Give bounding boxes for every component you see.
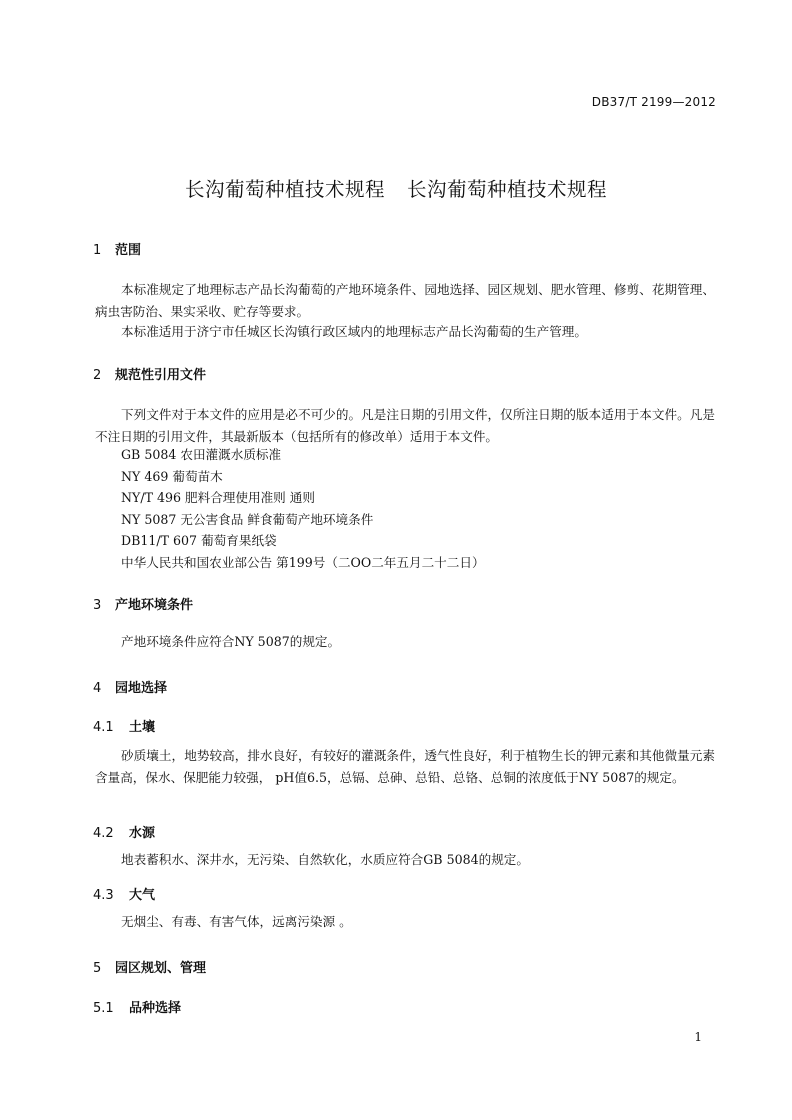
reference-item: NY/T 496 肥料合理使用准则 通则 xyxy=(121,490,315,505)
reference-item: 中华人民共和国农业部公告 第199号（二OO二年五月二十二日） xyxy=(121,555,485,570)
section-number: 3 xyxy=(93,598,102,613)
reference-item: GB 5084 农田灌溉水质标准 xyxy=(121,447,282,462)
subsection-number: 4.2 xyxy=(93,826,114,841)
section-number: 2 xyxy=(93,368,102,383)
paragraph: 无烟尘、有毒、有害气体，远离污染源 。 xyxy=(121,914,352,929)
subsection-5-1-heading xyxy=(93,997,181,1016)
subsection-number: 5.1 xyxy=(93,1001,114,1016)
title-part-1: 长沟葡萄种植技术规程 xyxy=(184,178,385,201)
section-title: 产地环境条件 xyxy=(115,598,194,613)
section-1-heading xyxy=(93,239,141,258)
paragraph: 本标准适用于济宁市任城区长沟镇行政区域内的地理标志产品长沟葡萄的生产管理。 xyxy=(121,324,587,339)
paragraph: 地表蓄积水、深井水，无污染、自然软化，水质应符合GB 5084的规定。 xyxy=(121,852,529,867)
section-5-heading xyxy=(93,957,206,976)
page-number: 1 xyxy=(694,1030,702,1044)
subsection-4-3-heading xyxy=(93,884,155,903)
doc-code: DB37/T 2199—2012 xyxy=(591,95,716,109)
paragraph: 下列文件对于本文件的应用是必不可少的。凡是注日期的引用文件，仅所注日期的版本适用于本文件。凡是不注日期的引用文件，其最新版本（包括所有的修改单）适用于本文件。 xyxy=(95,407,715,444)
subsection-4-2-heading xyxy=(93,822,155,841)
title-part-2: 长沟葡萄种植技术规程 xyxy=(407,178,608,201)
paragraph: 产地环境条件应符合NY 5087的规定。 xyxy=(121,634,341,649)
section-4-heading xyxy=(93,677,167,696)
section-2-heading xyxy=(93,364,206,383)
reference-item: NY 469 葡萄苗木 xyxy=(121,469,223,484)
subsection-title: 水源 xyxy=(129,826,156,841)
section-number: 4 xyxy=(93,681,102,696)
section-3-heading xyxy=(93,594,193,613)
reference-item: NY 5087 无公害食品 鲜食葡萄产地环境条件 xyxy=(121,512,374,527)
paragraph: 砂质壤土，地势较高，排水良好，有较好的灌溉条件，透气性良好，利于植物生长的钾元素和其他微量元素含量高，保水、保肥能力较强， pH值6.5，总镉、总砷、总铅、总铬、总铜的浓度低于NY 5087的规定。 xyxy=(95,748,715,785)
subsection-number: 4.3 xyxy=(93,888,114,903)
subsection-title: 土壤 xyxy=(129,720,156,735)
section-number: 1 xyxy=(93,243,102,258)
section-title: 范围 xyxy=(115,243,142,258)
section-title: 园地选择 xyxy=(115,681,168,696)
subsection-title: 大气 xyxy=(129,888,156,903)
subsection-title: 品种选择 xyxy=(129,1001,182,1016)
section-title: 园区规划、管理 xyxy=(115,961,207,976)
page-title xyxy=(0,174,792,202)
subsection-number: 4.1 xyxy=(93,720,114,735)
subsection-4-1-heading xyxy=(93,716,155,735)
paragraph: 本标准规定了地理标志产品长沟葡萄的产地环境条件、园地选择、园区规划、肥水管理、修剪、花期管理、病虫害防治、果实采收、贮存等要求。 xyxy=(95,282,715,319)
section-number: 5 xyxy=(93,961,102,976)
section-title: 规范性引用文件 xyxy=(115,368,207,383)
reference-item: DB11/T 607 葡萄育果纸袋 xyxy=(121,533,277,548)
